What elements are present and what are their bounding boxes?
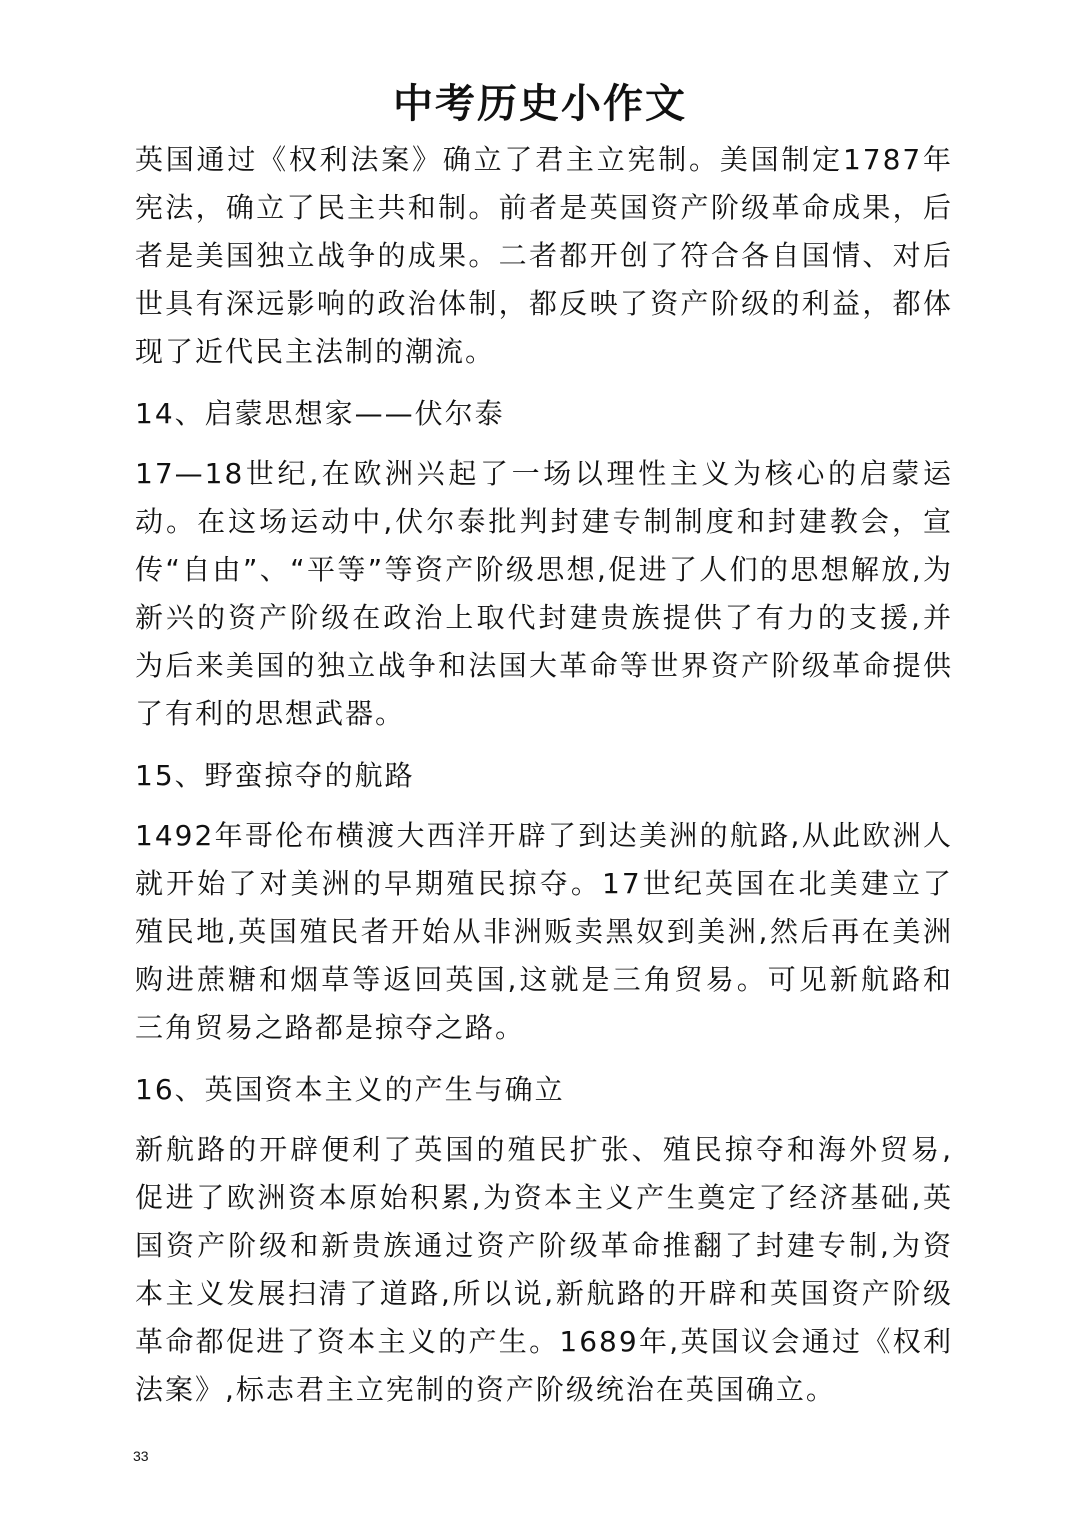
section-heading-14: 14、启蒙思想家——伏尔泰 bbox=[135, 397, 505, 430]
paragraph-new-routes-plunder: 1492年哥伦布横渡大西洋开辟了到达美洲的航路,从此欧洲人就开始了对美洲的早期殖民掠夺。17世纪英国在北美建立了殖民地,英国殖民者开始从非洲贩卖黑奴到美洲,然后再在美洲购进蔗糖和烟草等返回英国,这就是三角贸易。可见新航路和三角贸易之路都是掠夺之路。 bbox=[135, 819, 953, 1044]
section-heading-16: 16、英国资本主义的产生与确立 bbox=[135, 1073, 565, 1106]
paragraph-constitutional-systems: 英国通过《权利法案》确立了君主立宪制。美国制定1787年宪法，确立了民主共和制。前者是英国资产阶级革命成果，后者是美国独立战争的成果。二者都开创了符合各自国情、对后世具有深远影响的政治体制，都反映了资产阶级的利益，都体现了近代民主法制的潮流。 bbox=[135, 143, 953, 368]
page-number: 33 bbox=[133, 1448, 149, 1464]
section-heading-15: 15、野蛮掠夺的航路 bbox=[135, 759, 415, 792]
paragraph-british-capitalism: 新航路的开辟便利了英国的殖民扩张、殖民掠夺和海外贸易,促进了欧洲资本原始积累,为资本主义产生奠定了经济基础,英国资产阶级和新贵族通过资产阶级革命推翻了封建专制,为资本主义发展扫清了道路,所以说,新航路的开辟和英国资产阶级革命都促进了资本主义的产生。1689年,英国议会通过《权利法案》,标志君主立宪制的资产阶级统治在英国确立。 bbox=[135, 1133, 953, 1406]
paragraph-enlightenment-voltaire: 17—18世纪,在欧洲兴起了一场以理性主义为核心的启蒙运动。在这场运动中,伏尔泰批判封建专制制度和封建教会，宣传“自由”、“平等”等资产阶级思想,促进了人们的思想解放,为新兴的资产阶级在政治上取代封建贵族提供了有力的支援,并为后来美国的独立战争和法国大革命等世界资产阶级革命提供了有利的思想武器。 bbox=[135, 457, 953, 730]
page-title: 中考历史小作文 bbox=[393, 80, 687, 127]
document-body bbox=[135, 136, 953, 1414]
